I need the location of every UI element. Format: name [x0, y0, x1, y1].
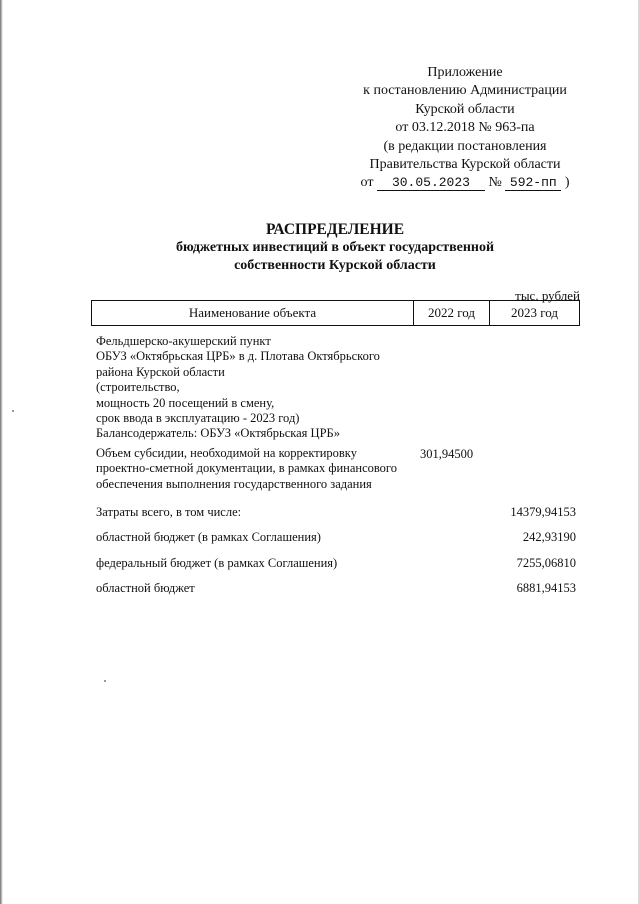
appendix-line-4: от 03.12.2018 № 963-па — [395, 120, 535, 136]
subsidy-line: проектно-сметной документации, в рамках финансового — [96, 461, 397, 476]
header-2023: 2023 год — [511, 305, 558, 320]
object-line: мощность 20 посещений в смену, — [96, 395, 275, 410]
table-row-value-2023: 7255,06810 — [516, 556, 576, 570]
table-row-value-2023: 6881,94153 — [516, 581, 576, 595]
table-row-label: федеральный бюджет (в рамках Соглашения) — [96, 556, 338, 570]
appendix-line-3: Курской области — [415, 101, 515, 117]
appendix-date-line — [340, 174, 590, 192]
object-line: срок ввода в эксплуатацию - 2023 год) — [96, 411, 300, 426]
units-label: тыс. рублей — [515, 288, 580, 303]
object-line: Фельдшерско-акушерский пункт — [96, 334, 271, 348]
table-row-value-2023: 14379,94153 — [510, 505, 576, 519]
table-row-label: областной бюджет (в рамках Соглашения) — [96, 530, 321, 544]
scan-speck — [104, 680, 106, 682]
title-line-1: РАСПРЕДЕЛЕНИЕ — [265, 221, 405, 238]
header-object-name: Наименование объекта — [92, 301, 414, 325]
scan-left-edge — [0, 0, 3, 904]
document-title — [90, 220, 580, 275]
scan-speck — [12, 410, 14, 412]
subsidy-description — [96, 446, 397, 492]
subsidy-2022-value: 301,94500 — [420, 447, 474, 461]
table-row-label: Затраты всего, в том числе: — [96, 505, 242, 519]
appendix-line-1: Приложение — [427, 65, 503, 80]
object-description — [96, 334, 380, 442]
table-header — [91, 300, 580, 326]
appendix-header — [340, 64, 590, 193]
close-paren: ) — [564, 175, 570, 191]
object-line: (строительство, — [96, 380, 180, 395]
amendment-number: 592-пп — [505, 176, 561, 191]
table-row-label: областной бюджет — [96, 581, 195, 595]
object-line: Балансодержатель: ОБУЗ «Октябрьская ЦРБ» — [96, 426, 340, 441]
from-prefix: от — [360, 175, 374, 191]
appendix-line-6: Правительства Курской области — [369, 157, 561, 173]
amendment-date: 30.05.2023 — [377, 176, 485, 191]
header-2022: 2022 год — [414, 301, 490, 325]
title-line-3: собственности Курской области — [234, 258, 436, 273]
number-sign: № — [488, 175, 502, 191]
title-line-2: бюджетных инвестиций в объект государственной — [175, 240, 495, 255]
object-line: ОБУЗ «Октябрьская ЦРБ» в д. Плотава Октябрьского — [96, 349, 380, 364]
appendix-line-5: (в редакции постановления — [383, 138, 547, 154]
subsidy-line: обеспечения выполнения государственного задания — [96, 476, 372, 491]
object-line: района Курской области — [96, 364, 225, 379]
subsidy-line: Объем субсидии, необходимой на корректировку — [96, 446, 357, 460]
appendix-line-2: к постановлению Администрации — [363, 83, 567, 99]
table-row-value-2023: 242,93190 — [522, 530, 576, 544]
